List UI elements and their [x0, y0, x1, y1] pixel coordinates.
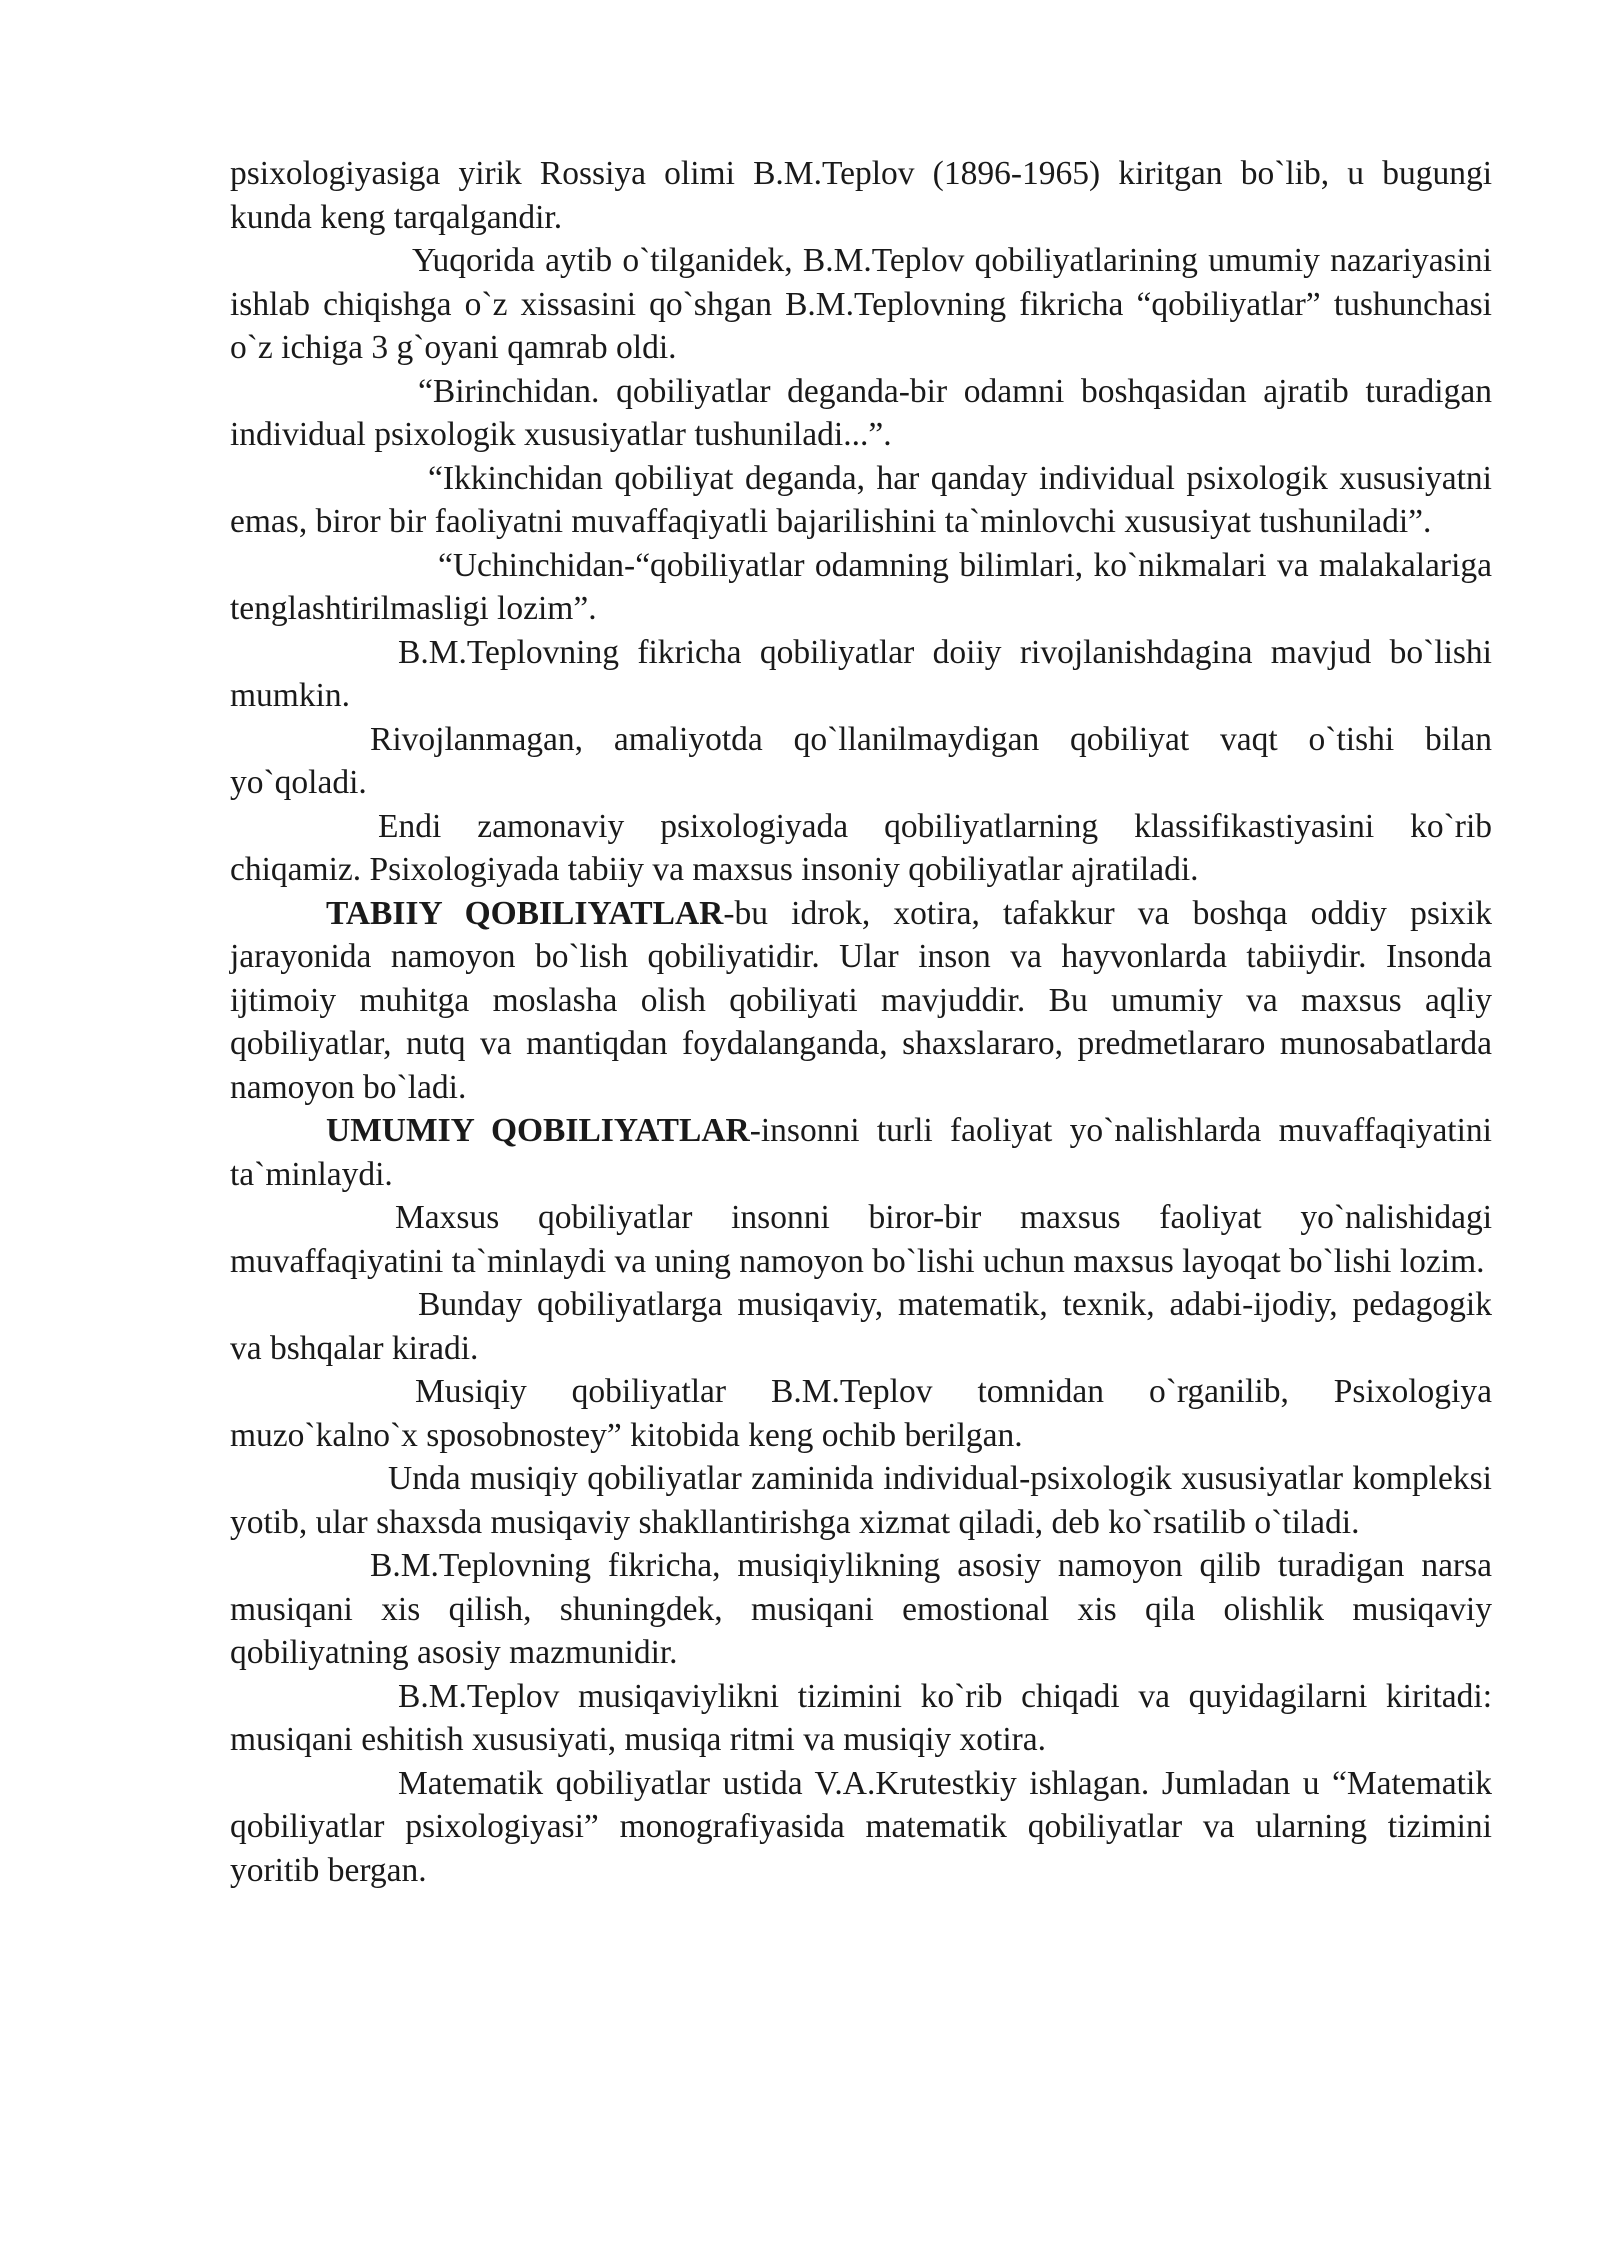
- paragraph-14: Unda musiqiy qobiliyatlar zaminida individual-psixologik xususiyatlar kompleksi yotib, ular shaxsda musiqaviy shakllantirishga xizmat qiladi, deb ko`rsatilib o`tiladi.: [230, 1460, 1492, 1541]
- paragraph-10-lead: UMUMIY QOBILIYATLAR: [326, 1112, 750, 1149]
- document-page: [230, 152, 1492, 1892]
- paragraph-15: B.M.Teplovning fikricha, musiqiylikning asosiy namoyon qilib turadigan narsa musiqani xis qilish, shuningdek, musiqani emostional xis qila olishlik musiqaviy qobiliyatning asosiy mazmunidir.: [230, 1547, 1492, 1671]
- paragraph-3: “Birinchidan. qobiliyatlar deganda-bir odamni boshqasidan ajratib turadigan individual psixologik xususiyatlar tushuniladi...”.: [230, 372, 1492, 453]
- paragraph-8: Endi zamonaviy psixologiyada qobiliyatlarning klassifikastiyasini ko`rib chiqamiz. Psixologiyada tabiiy va maxsus insoniy qobiliyatlar ajratiladi.: [230, 807, 1492, 888]
- paragraph-11: Maxsus qobiliyatlar insonni biror-bir maxsus faoliyat yo`nalishidagi muvaffaqiyatini ta`minlaydi va uning namoyon bo`lishi uchun maxsus layoqat bo`lishi lozim.: [230, 1199, 1492, 1280]
- paragraph-4: “Ikkinchidan qobiliyat deganda, har qanday individual psixologik xususiyatni emas, biror bir faoliyatni muvaffaqiyatli bajarilishini ta`minlovchi xususiyat tushuniladi”.: [230, 459, 1492, 540]
- paragraph-12: Bunday qobiliyatlarga musiqaviy, matematik, texnik, adabi-ijodiy, pedagogik va bshqalar kiradi.: [230, 1286, 1492, 1367]
- paragraph-17: Matematik qobiliyatlar ustida V.A.Krutestkiy ishlagan. Jumladan u “Matematik qobiliyatlar psixologiyasi” monografiyasida matematik qobiliyatlar va ularning tizimini yoritib bergan.: [230, 1764, 1492, 1889]
- paragraph-7: Rivojlanmagan, amaliyotda qo`llanilmaydigan qobiliyat vaqt o`tishi bilan yo`qoladi.: [230, 720, 1492, 801]
- paragraph-1: psixologiyasiga yirik Rossiya olimi B.M.Teplov (1896-1965) kiritgan bo`lib, u bugungi kunda keng tarqalgandir.: [230, 155, 1492, 236]
- paragraph-9-lead: TABIIY QOBILIYATLAR: [326, 894, 724, 932]
- paragraph-2: Yuqorida aytib o`tilganidek, B.M.Teplov qobiliyatlarining umumiy nazariyasini ishlab chiqishga o`z xissasini qo`shgan B.M.Teplovning fikricha “qobiliyatlar” tushunchasi o`z ichiga 3 g`oyani qamrab oldi.: [230, 242, 1492, 366]
- paragraph-10-body: -insonni turli faoliyat yo`nalishlarda muvaffaqiyatini ta`minlaydi.: [230, 1112, 1492, 1193]
- paragraph-16: B.M.Teplov musiqaviylikni tizimini ko`rib chiqadi va quyidagilarni kiritadi: musiqani eshitish xususiyati, musiqa ritmi va musiqiy xotira.: [230, 1677, 1492, 1758]
- paragraph-10: [230, 1109, 1492, 1196]
- paragraph-6: B.M.Teplovning fikricha qobiliyatlar doiiy rivojlanishdagina mavjud bo`lishi mumkin.: [230, 633, 1492, 714]
- paragraph-9-body: -bu idrok, xotira, tafakkur va boshqa oddiy psixik jarayonida namoyon bo`lish qobiliyatidir. Ular inson va hayvonlarda tabiiydir. Insonda ijtimoiy muhitga moslasha olish qobiliyati mavjuddir. Bu umumiy va maxsus aqliy qobiliyatlar, nutq va mantiqdan foydalanganda, shaxslararo, predmetlararo munosabatlarda namoyon bo`ladi.: [230, 894, 1492, 1106]
- paragraph-13: Musiqiy qobiliyatlar B.M.Teplov tomnidan o`rganilib, Psixologiya muzo`kalno`x sposobnostey” kitobida keng ochib berilgan.: [230, 1373, 1492, 1454]
- paragraph-9: [230, 892, 1492, 1110]
- paragraph-5: “Uchinchidan-“qobiliyatlar odamning bilimlari, ko`nikmalari va malakalariga tenglashtirilmasligi lozim”.: [230, 546, 1492, 627]
